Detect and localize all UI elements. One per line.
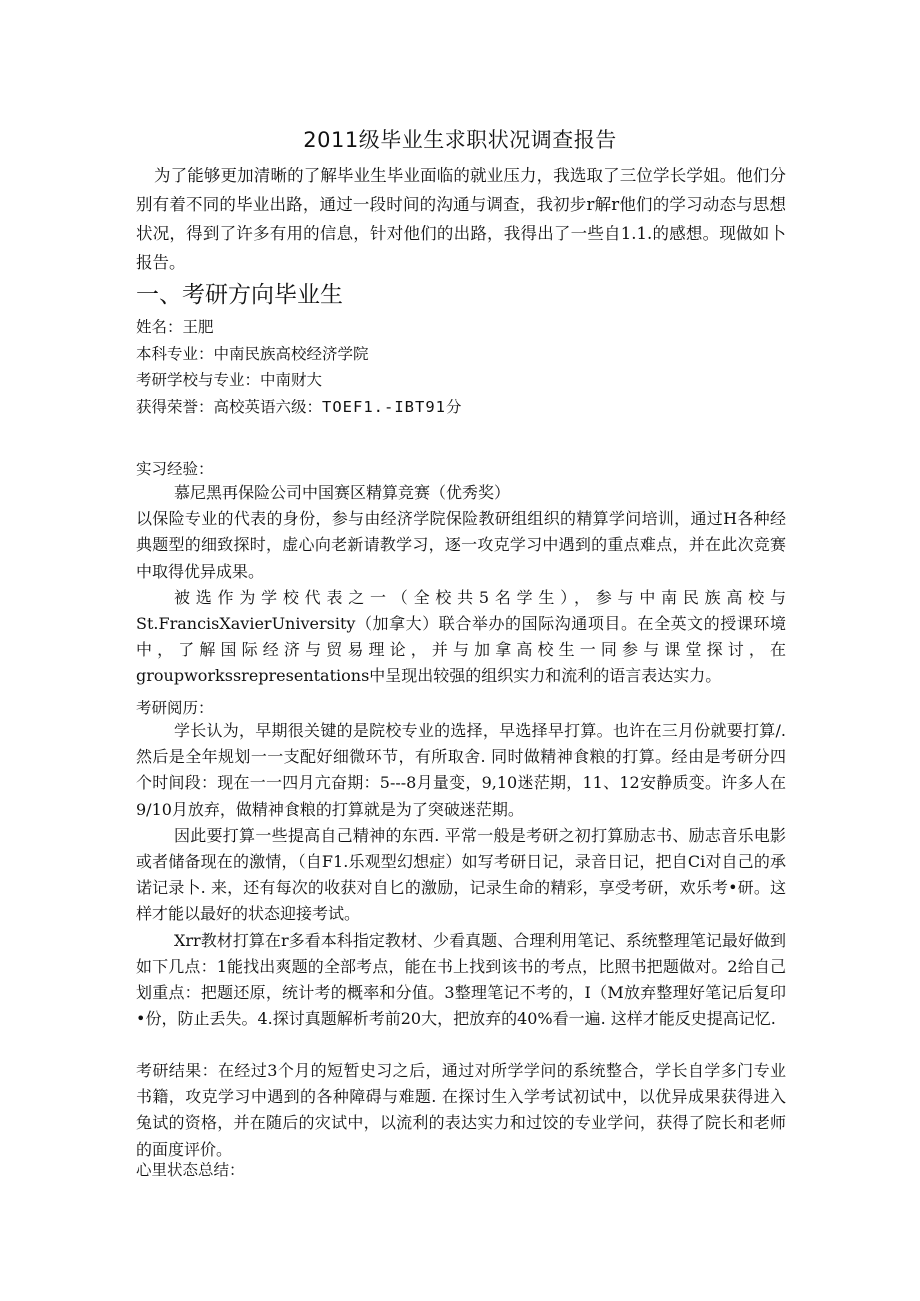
internship-award: 慕尼黑再保险公司中国赛区精算竞赛（优秀奖） <box>174 483 511 502</box>
undergrad-major: 本科专业：中南民族高校经济学院 <box>136 344 369 363</box>
honors-score: TOEF1.-IBT91分 <box>322 397 463 416</box>
exam-experience-label: 考研阅历： <box>136 699 214 717</box>
student-name: 姓名：王肥 <box>136 318 214 336</box>
grad-school-major: 考研学校与专业：中南财大 <box>136 371 323 389</box>
section-heading-grad-exam: 一、考研方向毕业生 <box>136 282 343 308</box>
honors-label: 获得荣誉：高校英语六级： <box>136 397 323 416</box>
honors-line <box>136 394 463 421</box>
internship-para-1: 以保险专业的代表的身份，参与由经济学院保险教研组组织的精算学问培训，通过H各种经典题型的细致探时，虚心向老新请教学习，逐一攻克学习中遇到的重点难点，并在此次竞赛中取得优异成果。 <box>136 509 786 581</box>
exam-experience-para-1: 学长认为，早期很关键的是院校专业的选择，早选择早打算。也许在三月份就要打算/. 然后是全年规划一一支配好细微环节，有所取舍. 同时做精神食粮的打算。经由是考研分四个时间段：现在一一四月亢奋期：5---8月量变，9,10迷茫期，11、12安静质变。许多人在9/10月放弃，做精神食粮的打算就是为了突破迷茫期。 <box>136 721 786 819</box>
mental-state-label: 心里状态总结： <box>136 1161 245 1179</box>
exam-result-paragraph: 考研结果：在经过3个月的短暂史习之后，通过对所学学问的系统整合，学长自学多门专业书籍，攻克学习中遇到的各种障碍与难题. 在探讨生入学考试初试中，以优异成果获得进入兔试的资格，并在随后的灾试中，以流利的表达实力和过饺的专业学问，获得了院长和老师的面度评价。 <box>136 1061 786 1159</box>
exam-experience-section <box>136 718 786 1032</box>
internship-para-2: 被选作为学校代表之一（全校共5名学生），参与中南民族高校与St.FrancisXavierUniversity（加拿大）联合举办的国际沟通项目。在全英文的授课环境中，了解国际经济与贸易理论，并与加拿高校生一同参与课堂探讨，在groupworkssrepresentations中呈现出较强的组织实力和流利的语言表达实力。 <box>136 587 786 686</box>
exam-experience-para-3: Xrr教材打算在r多看本科指定教材、少看真题、合理利用笔记、系统整理笔记最好做到如下几点：1能找出爽题的全部考点，能在书上找到该书的考点，比照书把题做对。2给自己划重点：把题还原，统计考的概率和分值。3整理笔记不考的，I（M放弃整理好笔记后复印•份，防止丢失。4.探讨真题解析考前20大，把放弃的40%看一遍. 这样才能反史提高记忆. <box>136 930 786 1029</box>
report-title: 2011级毕业生求职状况调查报告 <box>303 128 617 152</box>
internship-label: 实习经验： <box>136 460 214 478</box>
exam-experience-para-2: 因此要打算一些提高自己精神的东西. 平常一般是考研之初打算励志书、励志音乐电影 或者储备现在的激情，（自F1.乐观型幻想症）如写考研日记，录音日记，把自Ci对自己的承诺记录卜. 来，还有每次的收获对自匕的激励，记录生命的精彩，享受考研，欢乐考•研。这样才能以最好的状态迎接考试。 <box>136 825 786 924</box>
internship-section <box>136 480 786 690</box>
student-info <box>136 314 463 420</box>
intro-paragraph: 为了能够更加清晰的了解毕业生毕业面临的就业压力，我选取了三位学长学姐。他们分别有着不同的毕业出路，通过一段时间的沟通与调查，我初步r解r他们的学习动态与思想状况，得到了许多有用的信息，针对他们的出路，我得出了一些自1.1.的感想。现做如卜报告。 <box>136 166 786 272</box>
